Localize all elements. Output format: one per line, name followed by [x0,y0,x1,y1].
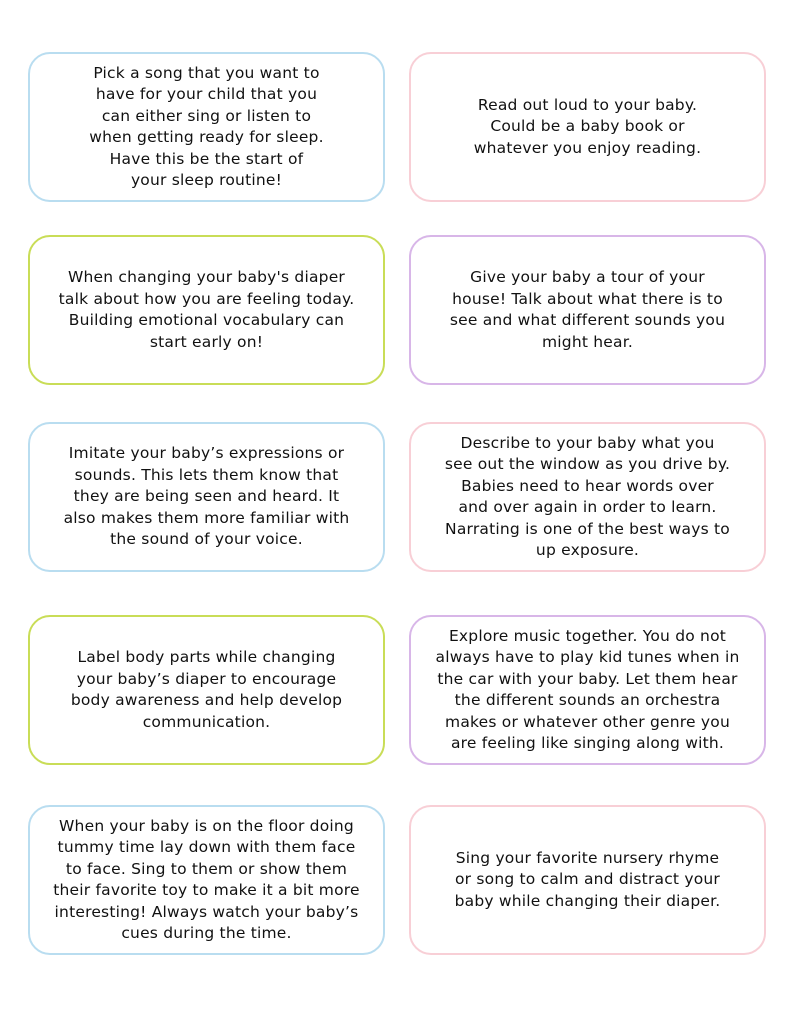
activity-card-text: When your baby is on the floor doing tummy time lay down with them face to face. Sing to them or show them their favorite toy to make it a bit more interesting! Always watch your baby’s cues during the time. [53,816,360,942]
activity-card [28,615,385,765]
activity-card-text: Sing your favorite nursery rhyme or song to calm and distract your baby while changing their diaper. [454,848,721,910]
activity-card-text: Label body parts while changing your baby’s diaper to encourage body awareness and help develop communication. [70,648,343,731]
activity-card [409,422,766,572]
activity-card-text: Read out loud to your baby. Could be a baby book or whatever you enjoy reading. [473,95,702,157]
activity-card-text: Give your baby a tour of your house! Talk about what there is to see and what different sounds you might hear. [449,268,726,351]
activity-card-text: Imitate your baby’s expressions or sounds. This lets them know that they are being seen and heard. It also makes them more familiar with the sound of your voice. [63,444,350,549]
activity-card-text: When changing your baby's diaper talk about how you are feeling today. Building emotional vocabulary can start early on! [58,268,355,351]
activity-card-text: Describe to your baby what you see out the window as you drive by. Babies need to hear words over and over again in order to learn. Narrating is one of the best ways to up exposure. [444,433,731,559]
activity-card [28,235,385,385]
activity-card [28,422,385,572]
activity-card-text: Pick a song that you want to have for your child that you can either sing or listen to when getting ready for sleep. Have this be the start of your sleep routine! [89,63,324,189]
activity-card [409,235,766,385]
activity-card [28,805,385,955]
activity-card [409,52,766,202]
activity-card-text: Explore music together. You do not always have to play kid tunes when in the car with your baby. Let them hear the different sounds an orchestra makes or whatever other genre you are feeling like singing along with. [435,626,740,752]
activity-card [409,615,766,765]
activity-card [409,805,766,955]
activity-card [28,52,385,202]
